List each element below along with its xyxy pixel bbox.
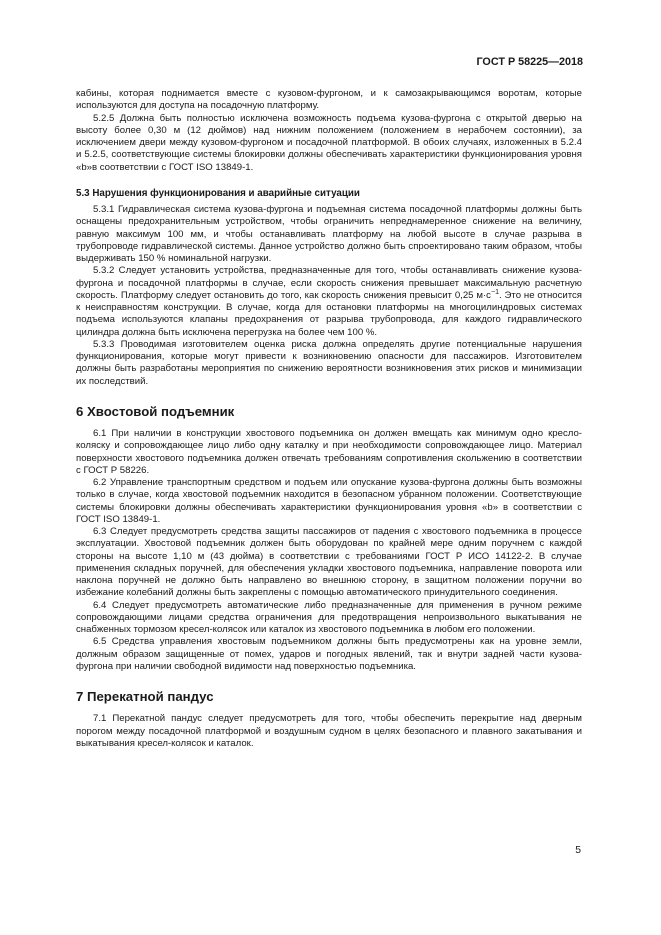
paragraph-6-2: 6.2 Управление транспортным средством и подъем или опускание кузова-фургона должны быть возможны только в случае, когда хвостовой подъемник находится в безопасном убранном положении. Соответствующие системы блокировки должны обеспечивать характеристики функционирования уровня «b» в соответствии с ГОСТ ISO 13849-1. bbox=[76, 477, 582, 525]
paragraph-5-3-3: 5.3.3 Проводимая изготовителем оценка риска должна определять другие потенциальные нарушения функционирования, которые могут привести к возникновению опасности для пассажиров. Изготовителем должны быть разработаны мероприятия по снижению вероятности возникновения этих рисков и минимизации их последствий. bbox=[76, 338, 582, 387]
paragraph-5-3-2 bbox=[76, 265, 582, 339]
paragraph-5-3-2-part-a: 5.3.2 Следует установить устройства, предназначенные для того, чтобы останавливать снижение кузова-фургона и посадочной платформы в случае, если скорость снижения превышает максимальную расчетную скорость. Платформу следует остановить до того, как скорость снижения превысит 0,25 м·с bbox=[76, 265, 582, 301]
unit-exponent: −1 bbox=[490, 288, 499, 296]
paragraph-6-1: 6.1 При наличии в конструкции хвостового подъемника он должен вмещать как минимум одно кресло-коляску и сопровождающее лицо либо одну каталку и при необходимости сопровождающее лицо. Материал поверхности хвостового подъемника должен отвечать требованиям сопротивления скольжению в соответствии с ГОСТ Р 58226. bbox=[76, 428, 582, 476]
paragraph-6-4: 6.4 Следует предусмотреть автоматические либо предназначенные для применения в ручном режиме сопровождающими лицами средства ограничения для предотвращения непроизвольного выкатывания не снабженных тормозом кресел-колясок или каталок из хвостового подъемника в любом его положении. bbox=[76, 599, 582, 635]
document-body bbox=[76, 88, 582, 750]
paragraph-5-2-5: 5.2.5 Должна быть полностью исключена возможность подъема кузова-фургона с открытой дверью на высоту более 0,30 м (12 дюймов) над нижним положением (положением в нерабочем состоянии), за исключением двери между кузовом-фургоном и посадочной платформой. В обоих случаях, изложенных в 5.2.4 и 5.2.5, соответствующие системы блокировки должны обеспечивать характеристики функционирования уровня «b»в соответствии с ГОСТ ISO 13849-1. bbox=[76, 112, 582, 173]
paragraph-7-1: 7.1 Перекатной пандус следует предусмотреть для того, чтобы обеспечить перекрытие над дверным порогом между посадочной платформой и воздушным судном в целях безопасного и плавного закатывания и выкатывания кресел-колясок и каталок. bbox=[76, 713, 582, 749]
paragraph-intro: кабины, которая поднимается вместе с кузовом-фургоном, и к самозакрывающимся воротам, которые используются для доступа на посадочную платформу. bbox=[76, 88, 582, 112]
paragraph-6-3: 6.3 Следует предусмотреть средства защиты пассажиров от падения с хвостового подъемника в процессе эксплуатации. Хвостовой подъемник должен быть оборудован по крайней мере одним поручнем с каждой стороны на высоте 1,10 м (43 дюйма) в соответствии с требованиями ГОСТ Р ИСО 14122-2. В случае применения складных поручней, для обеспечения укладки хвостового подъемника, направление поворота или наклона поручней не должно быть направлено во внешнюю сторону, в защитном положении поручни во избежание колебаний должны быть закреплены с помощью автоматического принудительного соединения. bbox=[76, 526, 582, 599]
paragraph-5-3-2-part-b: . Это не относится к неисправностям конструкции. В случае, когда для остановки платформы на многоцилиндровых системах подъема используются клапаны предохранения от разрыва трубопровода, для каждого гидравлического цилиндра должна быть исключена перегрузка на более чем 100 %. bbox=[76, 289, 583, 338]
standard-header: ГОСТ Р 58225—2018 bbox=[476, 56, 583, 68]
section-heading-7: 7 Перекатной пандус bbox=[76, 689, 214, 704]
paragraph-6-5: 6.5 Средства управления хвостовым подъемником должны быть предусмотрены как на уровне земли, должным образом защищенные от помех, ударов и погодных явлений, так и внутри задней части кузова-фургона при наличии свободной видимости над поверхностью подъемника. bbox=[76, 636, 582, 672]
paragraph-5-3-1: 5.3.1 Гидравлическая система кузова-фургона и подъемная система посадочной платформы должны быть оснащены предохранительным устройством, чтобы ограничить непреднамеренное снижение на величину, равную максимум 100 мм, и чтобы останавливать платформу на любой высоте в случае разрыва в трубопроводе гидравлической системы. Данное устройство должно быть спроектировано таким образом, чтобы выдерживать 150 % номинальной нагрузки. bbox=[76, 204, 582, 264]
page-number: 5 bbox=[575, 845, 581, 856]
subsection-heading-5-3: 5.3 Нарушения функционирования и аварийные ситуации bbox=[76, 187, 360, 199]
section-heading-6: 6 Хвостовой подъемник bbox=[76, 403, 235, 419]
